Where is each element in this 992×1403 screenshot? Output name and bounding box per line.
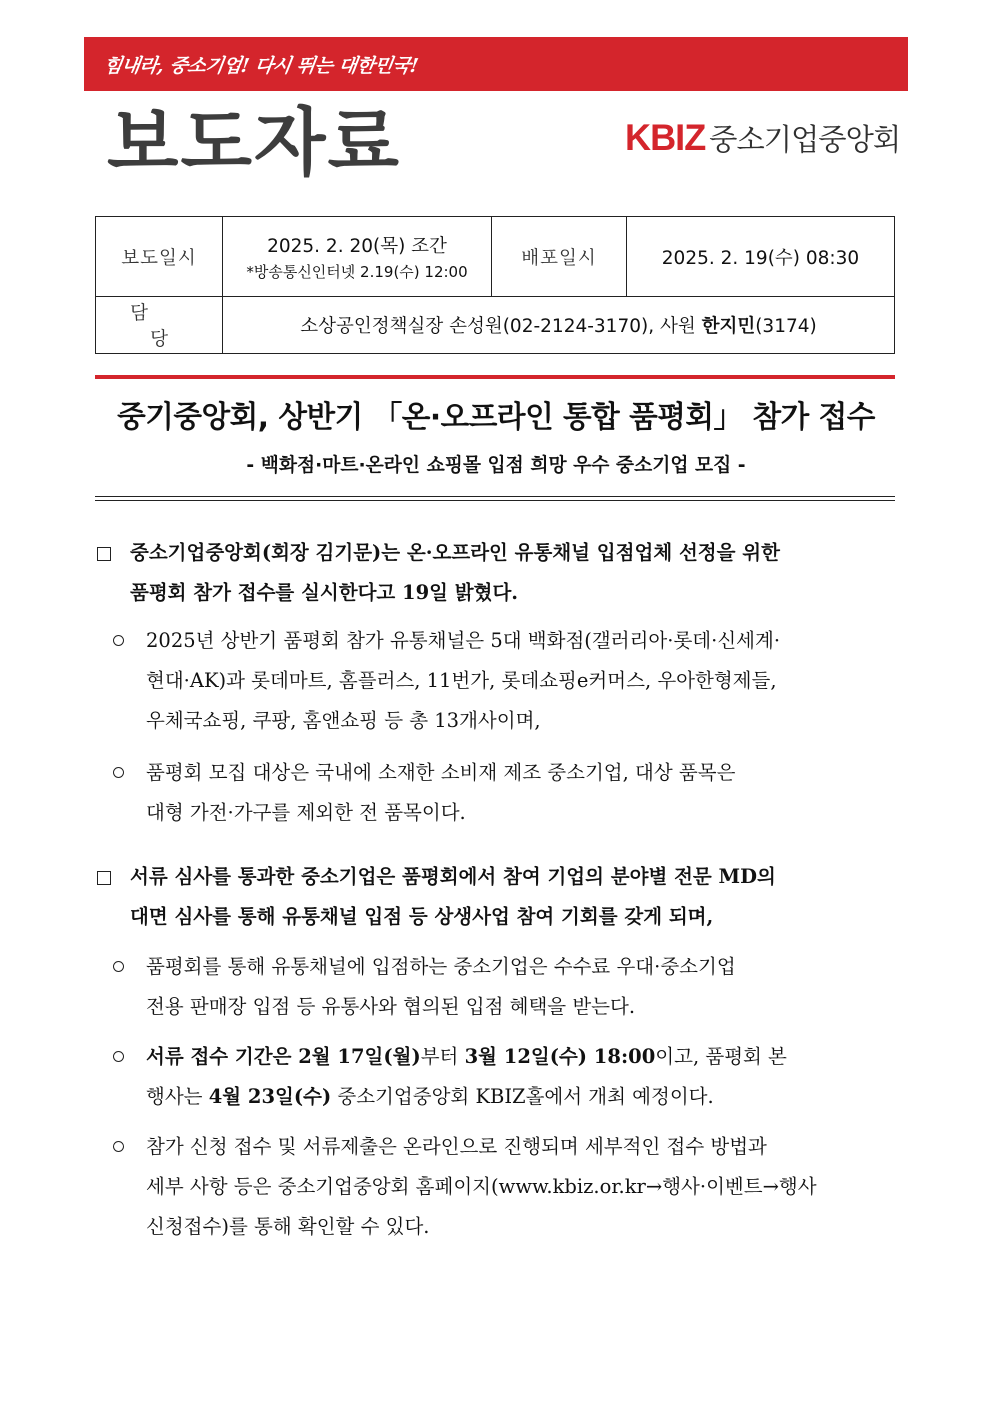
contact-phone-primary: (02-2124-3170), 사원: [502, 316, 702, 337]
contact-phone-secondary: (3174): [755, 316, 817, 337]
bullet-text-line: 우체국쇼핑, 쿠팡, 홈앤쇼핑 등 총 13개사이며,: [146, 709, 541, 732]
contact-info: [223, 297, 895, 354]
text-fragment: 이고, 품평회 본: [655, 1045, 787, 1068]
double-divider-bottom: [95, 500, 895, 501]
logo-brand: KBIZ: [625, 117, 706, 158]
circle-bullet: [113, 635, 124, 646]
document-type-title: 보도자료: [107, 100, 401, 186]
bullet-text-line: 참가 신청 접수 및 서류제출은 온라인으로 진행되며 세부적인 접수 방법과: [146, 1135, 767, 1158]
bullet-text-line: 품평회 모집 대상은 국내에 소재한 소비재 제조 중소기업, 대상 품목은: [146, 761, 736, 784]
bullet-text-line: 2025년 상반기 품평회 참가 유통채널은 5대 백화점(갤러리아·롯데·신세계·: [146, 629, 781, 652]
text-fragment: 중소기업중앙회 KBIZ홀에서 개최 예정이다.: [331, 1085, 714, 1108]
contact-department: 소상공인정책실장: [300, 316, 450, 337]
section-lead-line: 서류 심사를 통과한 중소기업은 품평회에서 참여 기업의 분야별 전문 MD의: [130, 865, 776, 888]
release-date-cell: [223, 217, 492, 297]
square-bullet: [97, 547, 111, 561]
section-lead-line: 대면 심사를 통해 유통채널 입점 등 상생사업 참여 기회를 갖게 되며,: [130, 905, 714, 928]
red-divider: [95, 375, 895, 379]
logo-org-name: 중소기업중앙회: [709, 123, 901, 158]
contact-label-cell: [96, 297, 223, 354]
headline: 중기중앙회, 상반기 「온·오프라인 통합 품평회」 참가 접수: [117, 400, 875, 435]
bullet-text-line: 신청접수)를 통해 확인할 수 있다.: [146, 1215, 430, 1238]
circle-bullet: [113, 961, 124, 972]
circle-bullet: [113, 1141, 124, 1152]
slogan-banner: [84, 37, 908, 91]
double-divider-top: [95, 496, 895, 497]
bullet-text-line: 현대·AK)과 롯데마트, 홈플러스, 11번가, 롯데쇼핑e커머스, 우아한형제들,: [146, 669, 777, 692]
kbiz-logo: [625, 118, 900, 165]
circle-bullet: [113, 767, 124, 778]
bullet-text-line: 전용 판매장 입점 등 유통사와 협의된 입점 혜택을 받는다.: [146, 995, 636, 1018]
text-fragment: 부터: [420, 1045, 465, 1068]
text-fragment: 행사는: [146, 1085, 209, 1108]
section-lead-line: 중소기업중앙회(회장 김기문)는 온·오프라인 유통채널 입점업체 선정을 위한: [130, 541, 780, 564]
application-period-end: 3월 12일(수) 18:00: [464, 1045, 656, 1068]
bullet-text-line: 품평회를 통해 유통채널에 입점하는 중소기업은 수수료 우대·중소기업: [146, 955, 736, 978]
broadcast-release-note: *방송통신인터넷 2.19(수) 12:00: [246, 262, 468, 281]
release-info-table: [95, 216, 895, 354]
release-date-label: 보도일시: [96, 217, 223, 297]
contact-name-secondary: 한지민: [701, 316, 756, 337]
distribution-date-value: 2025. 2. 19(수) 08:30: [627, 217, 895, 297]
subheadline: - 백화점·마트·온라인 쇼핑몰 입점 희망 우수 중소기업 모집 -: [246, 454, 746, 476]
event-date: 4월 23일(수): [208, 1085, 332, 1108]
bullet-text-line: 세부 사항 등은 중소기업중앙회 홈페이지(www.kbiz.or.kr→행사·이벤트→행사: [146, 1175, 817, 1198]
contact-name-primary: 손성원: [449, 316, 503, 337]
release-date-value: 2025. 2. 20(목) 조간: [267, 235, 447, 257]
circle-bullet: [113, 1051, 124, 1062]
bullet-text-line: [146, 1077, 714, 1117]
distribution-date-label: 배포일시: [492, 217, 627, 297]
section-lead-line: 품평회 참가 접수를 실시한다고 19일 밝혔다.: [130, 581, 519, 604]
application-period-start: 서류 접수 기간은 2월 17일(월): [146, 1045, 421, 1068]
slogan-text: 힘내라, 중소기업! 다시 뛰는 대한민국!: [102, 55, 420, 77]
contact-label: 담 당: [130, 303, 208, 350]
square-bullet: [97, 871, 111, 885]
bullet-text-line: 대형 가전·가구를 제외한 전 품목이다.: [146, 801, 466, 824]
bullet-text-line: [146, 1037, 787, 1077]
